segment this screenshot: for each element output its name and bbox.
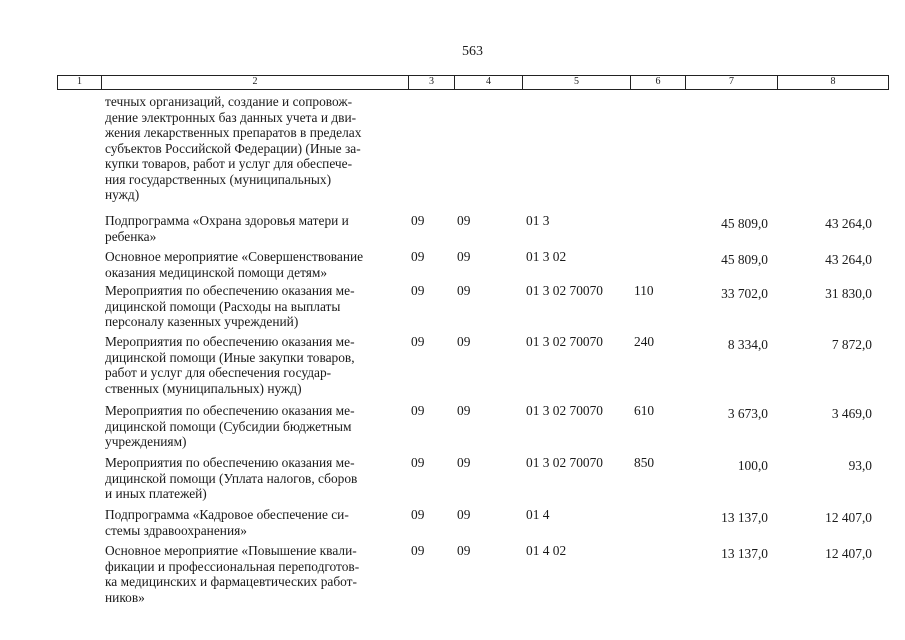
cell-col6: 850 xyxy=(634,455,655,470)
cell-col6: 610 xyxy=(634,403,655,418)
cell-col7: 45 809,0 xyxy=(721,252,768,267)
row-name-line: нужд) xyxy=(105,187,140,202)
cell-col8: 31 830,0 xyxy=(825,286,872,301)
cell-col3: 09 xyxy=(411,455,425,470)
row-name-line: субъектов Российской Федерации) (Иные за- xyxy=(105,140,361,156)
cell-col6: 110 xyxy=(634,283,654,298)
row-name xyxy=(105,455,405,502)
cell-col8: 7 872,0 xyxy=(831,337,872,352)
row-name-line: Основное мероприятие «Повышение квали- xyxy=(105,543,357,558)
row-name-line: ка медицинских и фармацевтических работ- xyxy=(105,574,357,589)
column-header-3: 3 xyxy=(409,76,455,89)
row-name-line: Подпрограмма «Кадровое обеспечение си- xyxy=(105,507,349,522)
cell-col7: 33 702,0 xyxy=(721,286,768,301)
row-name-line: оказания медицинской помощи детям» xyxy=(105,264,328,280)
row-name-line: течных организаций, создание и сопровож- xyxy=(105,94,353,109)
cell-col3: 09 xyxy=(411,334,425,349)
row-name-line: Мероприятия по обеспечению оказания ме- xyxy=(105,283,355,298)
cell-col4: 09 xyxy=(457,334,471,349)
row-name xyxy=(105,507,405,538)
row-name-line: фикации и профессиональная переподготов- xyxy=(105,558,360,574)
cell-col7: 13 137,0 xyxy=(721,546,768,561)
row-name-line: дицинской помощи (Иные закупки товаров, xyxy=(105,349,355,365)
row-name xyxy=(105,543,405,605)
row-name-line: жения лекарственных препаратов в пределах xyxy=(105,125,362,140)
cell-col5: 01 3 xyxy=(526,213,550,228)
row-name xyxy=(105,213,405,244)
row-name-line: Мероприятия по обеспечению оказания ме- xyxy=(105,334,355,349)
page-number: 563 xyxy=(462,44,483,59)
row-name-line: дицинской помощи (Субсидии бюджетным xyxy=(105,418,352,434)
row-name-line: дицинской помощи (Уплата налогов, сборов xyxy=(105,470,358,486)
cell-col6: 240 xyxy=(634,334,655,349)
row-name xyxy=(105,283,405,330)
cell-col8: 43 264,0 xyxy=(825,252,872,267)
row-name-line: ребенка» xyxy=(105,228,157,244)
row-name xyxy=(105,249,405,280)
row-name-line: Подпрограмма «Охрана здоровья матери и xyxy=(105,213,349,228)
cell-col3: 09 xyxy=(411,403,425,418)
cell-col7: 45 809,0 xyxy=(721,216,768,231)
table-column-header-row xyxy=(57,75,889,90)
cell-col4: 09 xyxy=(457,455,471,470)
cell-col5: 01 4 xyxy=(526,507,550,522)
row-name xyxy=(105,94,405,203)
cell-col5: 01 3 02 70070 xyxy=(526,283,603,298)
cell-col4: 09 xyxy=(457,283,471,298)
row-name-line: ников» xyxy=(105,589,145,605)
cell-col4: 09 xyxy=(457,543,471,558)
row-name xyxy=(105,334,405,396)
row-name-line: персоналу казенных учреждений) xyxy=(105,314,299,329)
row-name-line: дение электронных баз данных учета и дви- xyxy=(105,109,357,125)
cell-col7: 13 137,0 xyxy=(721,510,768,525)
row-name-line: стемы здравоохранения» xyxy=(105,522,247,538)
cell-col5: 01 4 02 xyxy=(526,543,567,558)
cell-col3: 09 xyxy=(411,213,425,228)
cell-col3: 09 xyxy=(411,507,425,522)
cell-col8: 43 264,0 xyxy=(825,216,872,231)
row-name-line: учреждениям) xyxy=(105,434,187,449)
row-name-line: ния государственных (муниципальных) xyxy=(105,171,332,187)
cell-col3: 09 xyxy=(411,543,425,558)
cell-col4: 09 xyxy=(457,249,471,264)
cell-col4: 09 xyxy=(457,213,471,228)
cell-col8: 3 469,0 xyxy=(831,406,872,421)
cell-col8: 12 407,0 xyxy=(825,546,872,561)
column-header-1: 1 xyxy=(58,76,102,89)
cell-col5: 01 3 02 70070 xyxy=(526,403,603,418)
row-name xyxy=(105,403,405,450)
row-name-line: Мероприятия по обеспечению оказания ме- xyxy=(105,403,355,418)
row-name-line: дицинской помощи (Расходы на выплаты xyxy=(105,298,341,314)
column-header-5: 5 xyxy=(523,76,631,89)
row-name-line: Мероприятия по обеспечению оказания ме- xyxy=(105,455,355,470)
cell-col5: 01 3 02 70070 xyxy=(526,334,603,349)
row-name-line: работ и услуг для обеспечения государ- xyxy=(105,365,332,380)
column-header-4: 4 xyxy=(455,76,523,89)
cell-col7: 8 334,0 xyxy=(727,337,768,352)
row-name-line: и иных платежей) xyxy=(105,486,207,501)
cell-col8: 12 407,0 xyxy=(825,510,872,525)
cell-col3: 09 xyxy=(411,249,425,264)
cell-col3: 09 xyxy=(411,283,425,298)
row-name-line: купки товаров, работ и услуг для обеспече- xyxy=(105,156,353,171)
cell-col4: 09 xyxy=(457,507,471,522)
row-name-line: Основное мероприятие «Совершенствование xyxy=(105,249,364,264)
column-header-7: 7 xyxy=(686,76,778,89)
column-header-6: 6 xyxy=(631,76,686,89)
column-header-8: 8 xyxy=(830,76,836,87)
cell-col7: 3 673,0 xyxy=(727,406,768,421)
cell-col5: 01 3 02 xyxy=(526,249,567,264)
cell-col7: 100,0 xyxy=(737,458,768,473)
cell-col4: 09 xyxy=(457,403,471,418)
cell-col5: 01 3 02 70070 xyxy=(526,455,603,470)
row-name-line: ственных (муниципальных) нужд) xyxy=(105,380,302,396)
column-header-2: 2 xyxy=(102,76,409,89)
cell-col8: 93,0 xyxy=(848,458,872,473)
